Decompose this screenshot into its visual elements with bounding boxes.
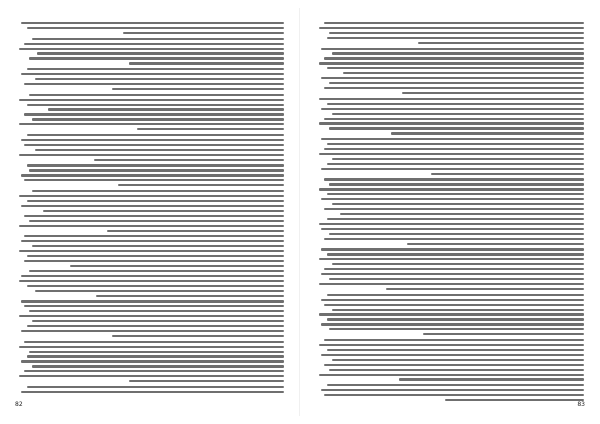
right-page-text-line [324,178,584,180]
left-page-text-line [35,78,284,80]
left-page-text-line [27,104,284,106]
left-page-text-line [21,300,284,302]
left-page-text-line [21,240,284,242]
right-page-text-line [319,258,584,260]
left-page-text-line [19,154,284,156]
left-page-text-line [29,270,284,272]
left-page-text-line [32,365,284,367]
left-page-text-line [19,280,284,282]
left-page-text-line [19,123,284,125]
right-page-text-line [399,378,584,380]
right-page-text-line [321,354,584,356]
right-page-text-line [319,98,584,100]
left-page-text-line [27,355,284,357]
right-page-text-line [324,238,584,240]
right-page-text-line [329,233,584,235]
right-page-text-line [329,328,584,330]
left-page-text-line [21,330,284,332]
left-page-text-line [19,250,284,252]
right-page-text-line [324,57,584,59]
right-page-text-line [327,384,584,386]
right-page-text-line [321,198,584,200]
right-page-text-line [329,82,584,84]
left-page-text-line [21,205,284,207]
left-page-text-line [123,32,284,34]
right-page-text-line [324,22,584,24]
right-page-text-line [321,77,584,79]
right-page-text-line [327,67,584,69]
right-page-text-line [324,394,584,396]
left-page-text-line [27,325,284,327]
right-page-text-line [327,318,584,320]
left-page-text-line [32,190,284,192]
right-page-text-line [324,148,584,150]
left-page-text-line [112,335,284,337]
right-page-text-line [327,163,584,165]
right-page-text-line [445,399,584,401]
right-page-text-line [319,374,584,376]
right-page-text-line [332,359,584,361]
right-page-text-line [321,48,584,50]
left-page-text-line [21,391,284,393]
left-page-text-line [27,27,284,29]
right-page-text-line [402,92,584,94]
right-page-text-line [324,208,584,210]
right-page-text-line [324,339,584,341]
right-page-text-line [321,228,584,230]
left-page-text-line [19,195,284,197]
left-page-text-line [29,310,284,312]
right-page-text-line [332,203,584,205]
left-page-text-line [24,370,284,372]
right-page-text-line [324,118,584,120]
right-page-text-line [321,108,584,110]
right-page [300,0,600,424]
right-page-text-line [324,364,584,366]
right-page-text-line [329,278,584,280]
left-page-text-line [107,230,284,232]
left-page-text-line [29,94,284,96]
right-page-text-line [319,223,584,225]
left-page-text-line [137,128,284,130]
right-page-text-line [327,143,584,145]
right-page-text-line [327,253,584,255]
left-page-text-line [94,159,284,161]
left-page-text-line [19,225,284,227]
left-page-text-line [21,22,284,24]
right-page-text-line [324,268,584,270]
right-page-text-line [321,248,584,250]
right-page-text-line [324,304,584,306]
left-page-text-line [27,285,284,287]
right-page-text-line [319,62,584,64]
left-page-text-block [16,22,284,396]
right-page-text-line [431,173,584,175]
right-page-number: 83 [577,401,585,408]
left-page-text-line [24,260,284,262]
left-page-text-line [27,200,284,202]
right-page-text-line [324,87,584,89]
left-page-text-line [118,184,284,186]
right-page-text-line [327,218,584,220]
right-page-text-line [321,299,584,301]
left-page-number: 82 [15,401,23,408]
right-page-text-line [332,113,584,115]
left-page-text-line [24,179,284,181]
right-page-text-line [319,27,584,29]
right-page-text-line [321,168,584,170]
right-page-text-line [423,333,584,335]
right-page-text-line [391,132,584,134]
left-page-text-line [29,57,284,59]
right-page-text-line [321,389,584,391]
left-page-text-line [19,375,284,377]
left-page-text-line [24,83,284,85]
right-page-text-line [321,138,584,140]
right-page-text-line [319,283,584,285]
right-page-text-line [321,323,584,325]
right-page-text-line [319,313,584,315]
left-page-text-line [29,351,284,353]
right-page-text-line [418,42,584,44]
right-page-text-line [327,349,584,351]
left-page-text-line [27,386,284,388]
left-page-text-line [21,73,284,75]
left-page-text-line [24,144,284,146]
right-page-text-line [329,183,584,185]
left-page-text-line [29,220,284,222]
left-page-text-line [24,235,284,237]
right-page-text-line [319,153,584,155]
right-page-text-line [321,273,584,275]
left-page-text-line [43,210,284,212]
left-page-text-line [32,245,284,247]
left-page-text-line [27,68,284,70]
left-page-text-line [32,320,284,322]
right-page-text-line [319,122,584,124]
left-page-text-line [32,38,284,40]
left-page-text-line [21,139,284,141]
left-page-text-line [27,164,284,166]
right-page-text-line [332,263,584,265]
left-page-text-line [21,174,284,176]
right-page-text-line [329,32,584,34]
left-page-text-line [24,113,284,115]
right-page-text-line [386,288,584,290]
left-page-text-line [37,52,284,54]
left-page-text-line [129,62,284,64]
right-page-text-line [329,127,584,129]
left-page-text-line [70,265,284,267]
left-page-text-line [29,169,284,171]
right-page-text-line [332,309,584,311]
right-page-text-line [327,294,584,296]
right-page-text-line [332,52,584,54]
left-page-text-line [35,290,284,292]
right-page-text-line [329,369,584,371]
right-page-text-line [340,213,584,215]
left-page-text-line [21,275,284,277]
left-page-text-line [24,305,284,307]
right-page-text-line [319,188,584,190]
left-page-text-line [21,360,284,362]
right-page-text-line [327,193,584,195]
right-page-text-line [327,37,584,39]
left-page-text-line [19,315,284,317]
left-page-text-line [24,43,284,45]
right-page-text-line [327,103,584,105]
left-page-text-line [48,108,284,110]
left-page-text-line [32,118,284,120]
left-page-text-line [96,295,284,297]
left-page-text-line [112,88,284,90]
left-page-text-line [27,255,284,257]
left-page-text-line [19,346,284,348]
left-page-text-line [35,149,284,151]
left-page-text-line [24,215,284,217]
right-page-text-line [407,243,584,245]
right-page-text-line [343,72,584,74]
right-page-text-block [316,22,584,405]
left-page-text-line [19,99,284,101]
left-page-text-line [129,380,284,382]
left-page-text-line [19,48,284,50]
left-page-text-line [24,341,284,343]
right-page-text-line [319,344,584,346]
left-page-text-line [27,134,284,136]
right-page-text-line [332,158,584,160]
